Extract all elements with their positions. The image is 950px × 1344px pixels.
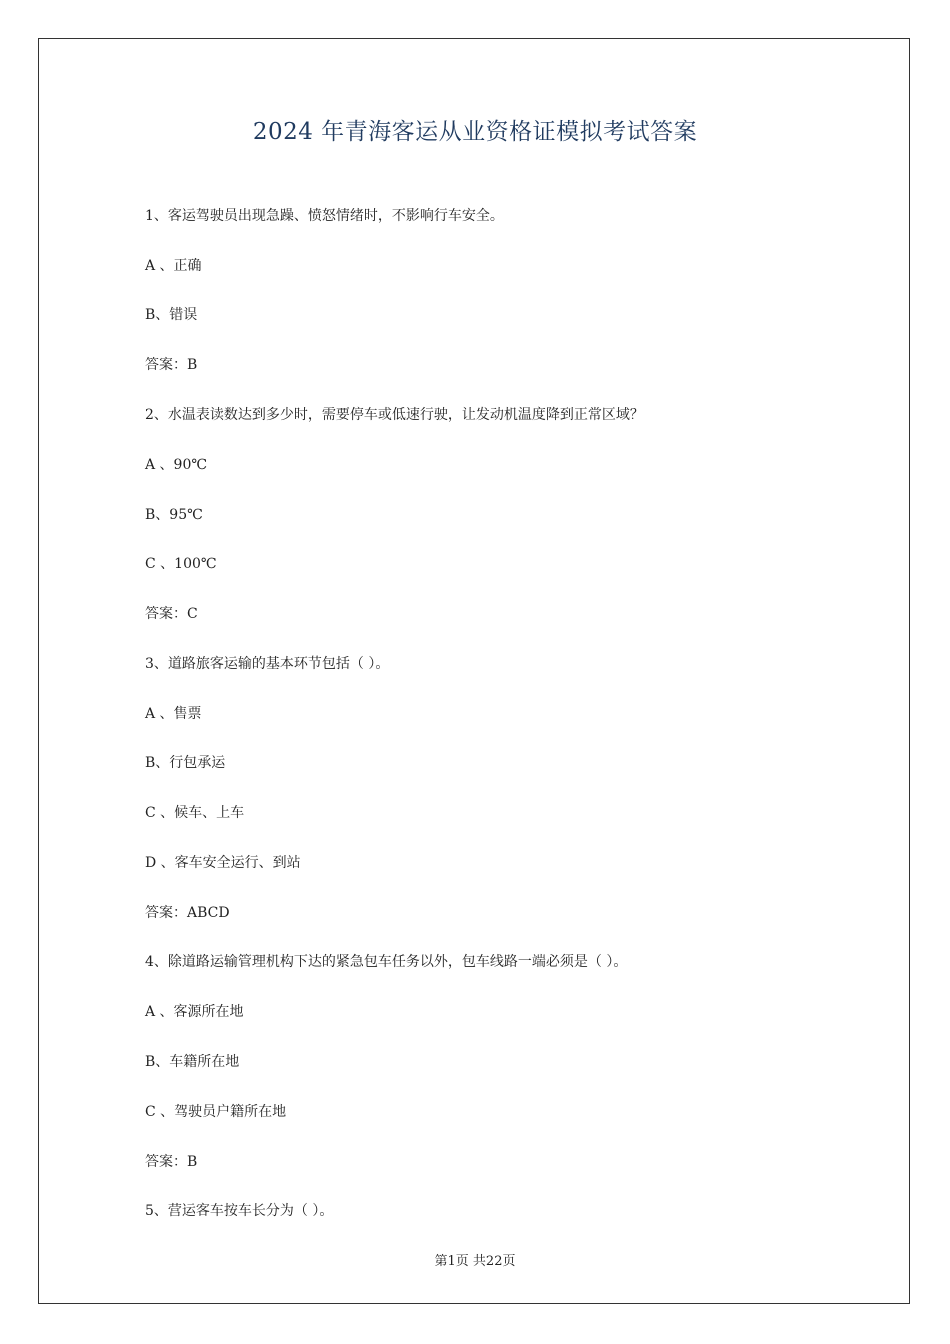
question-2-option-c: C 、100℃ bbox=[145, 556, 217, 572]
question-4-text: 4、除道路运输管理机构下达的紧急包车任务以外，包车线路一端必须是（ ）。 bbox=[145, 954, 628, 970]
question-4-option-b: B、车籍所在地 bbox=[145, 1054, 240, 1070]
question-3-option-a: A 、售票 bbox=[145, 706, 202, 722]
question-1-option-b: B、错误 bbox=[145, 307, 198, 323]
question-1-option-a: A 、正确 bbox=[145, 258, 202, 274]
question-2-option-b: B、95℃ bbox=[145, 507, 203, 523]
question-5-text: 5、营运客车按车长分为（ ）。 bbox=[145, 1203, 334, 1219]
question-3-option-b: B、行包承运 bbox=[145, 755, 226, 771]
question-3-answer: 答案：ABCD bbox=[145, 905, 230, 921]
question-1-answer: 答案：B bbox=[145, 357, 198, 373]
question-3-text: 3、道路旅客运输的基本环节包括（ ）。 bbox=[145, 656, 390, 672]
question-4-option-a: A 、客源所在地 bbox=[145, 1004, 244, 1020]
question-4-answer: 答案：B bbox=[145, 1154, 198, 1170]
question-3-option-d: D 、客车安全运行、到站 bbox=[145, 855, 301, 871]
document-title: 2024 年青海客运从业资格证模拟考试答案 bbox=[252, 119, 698, 145]
question-3-option-c: C 、候车、上车 bbox=[145, 805, 245, 821]
page-footer: 第1页 共22页 bbox=[434, 1254, 516, 1269]
question-2-answer: 答案：C bbox=[145, 606, 198, 622]
question-4-option-c: C 、驾驶员户籍所在地 bbox=[145, 1104, 287, 1120]
question-2-text: 2、水温表读数达到多少时，需要停车或低速行驶，让发动机温度降到正常区域？ bbox=[145, 407, 644, 423]
question-2-option-a: A 、90℃ bbox=[145, 457, 208, 473]
question-1-text: 1、客运驾驶员出现急躁、愤怒情绪时，不影响行车安全。 bbox=[145, 208, 504, 224]
